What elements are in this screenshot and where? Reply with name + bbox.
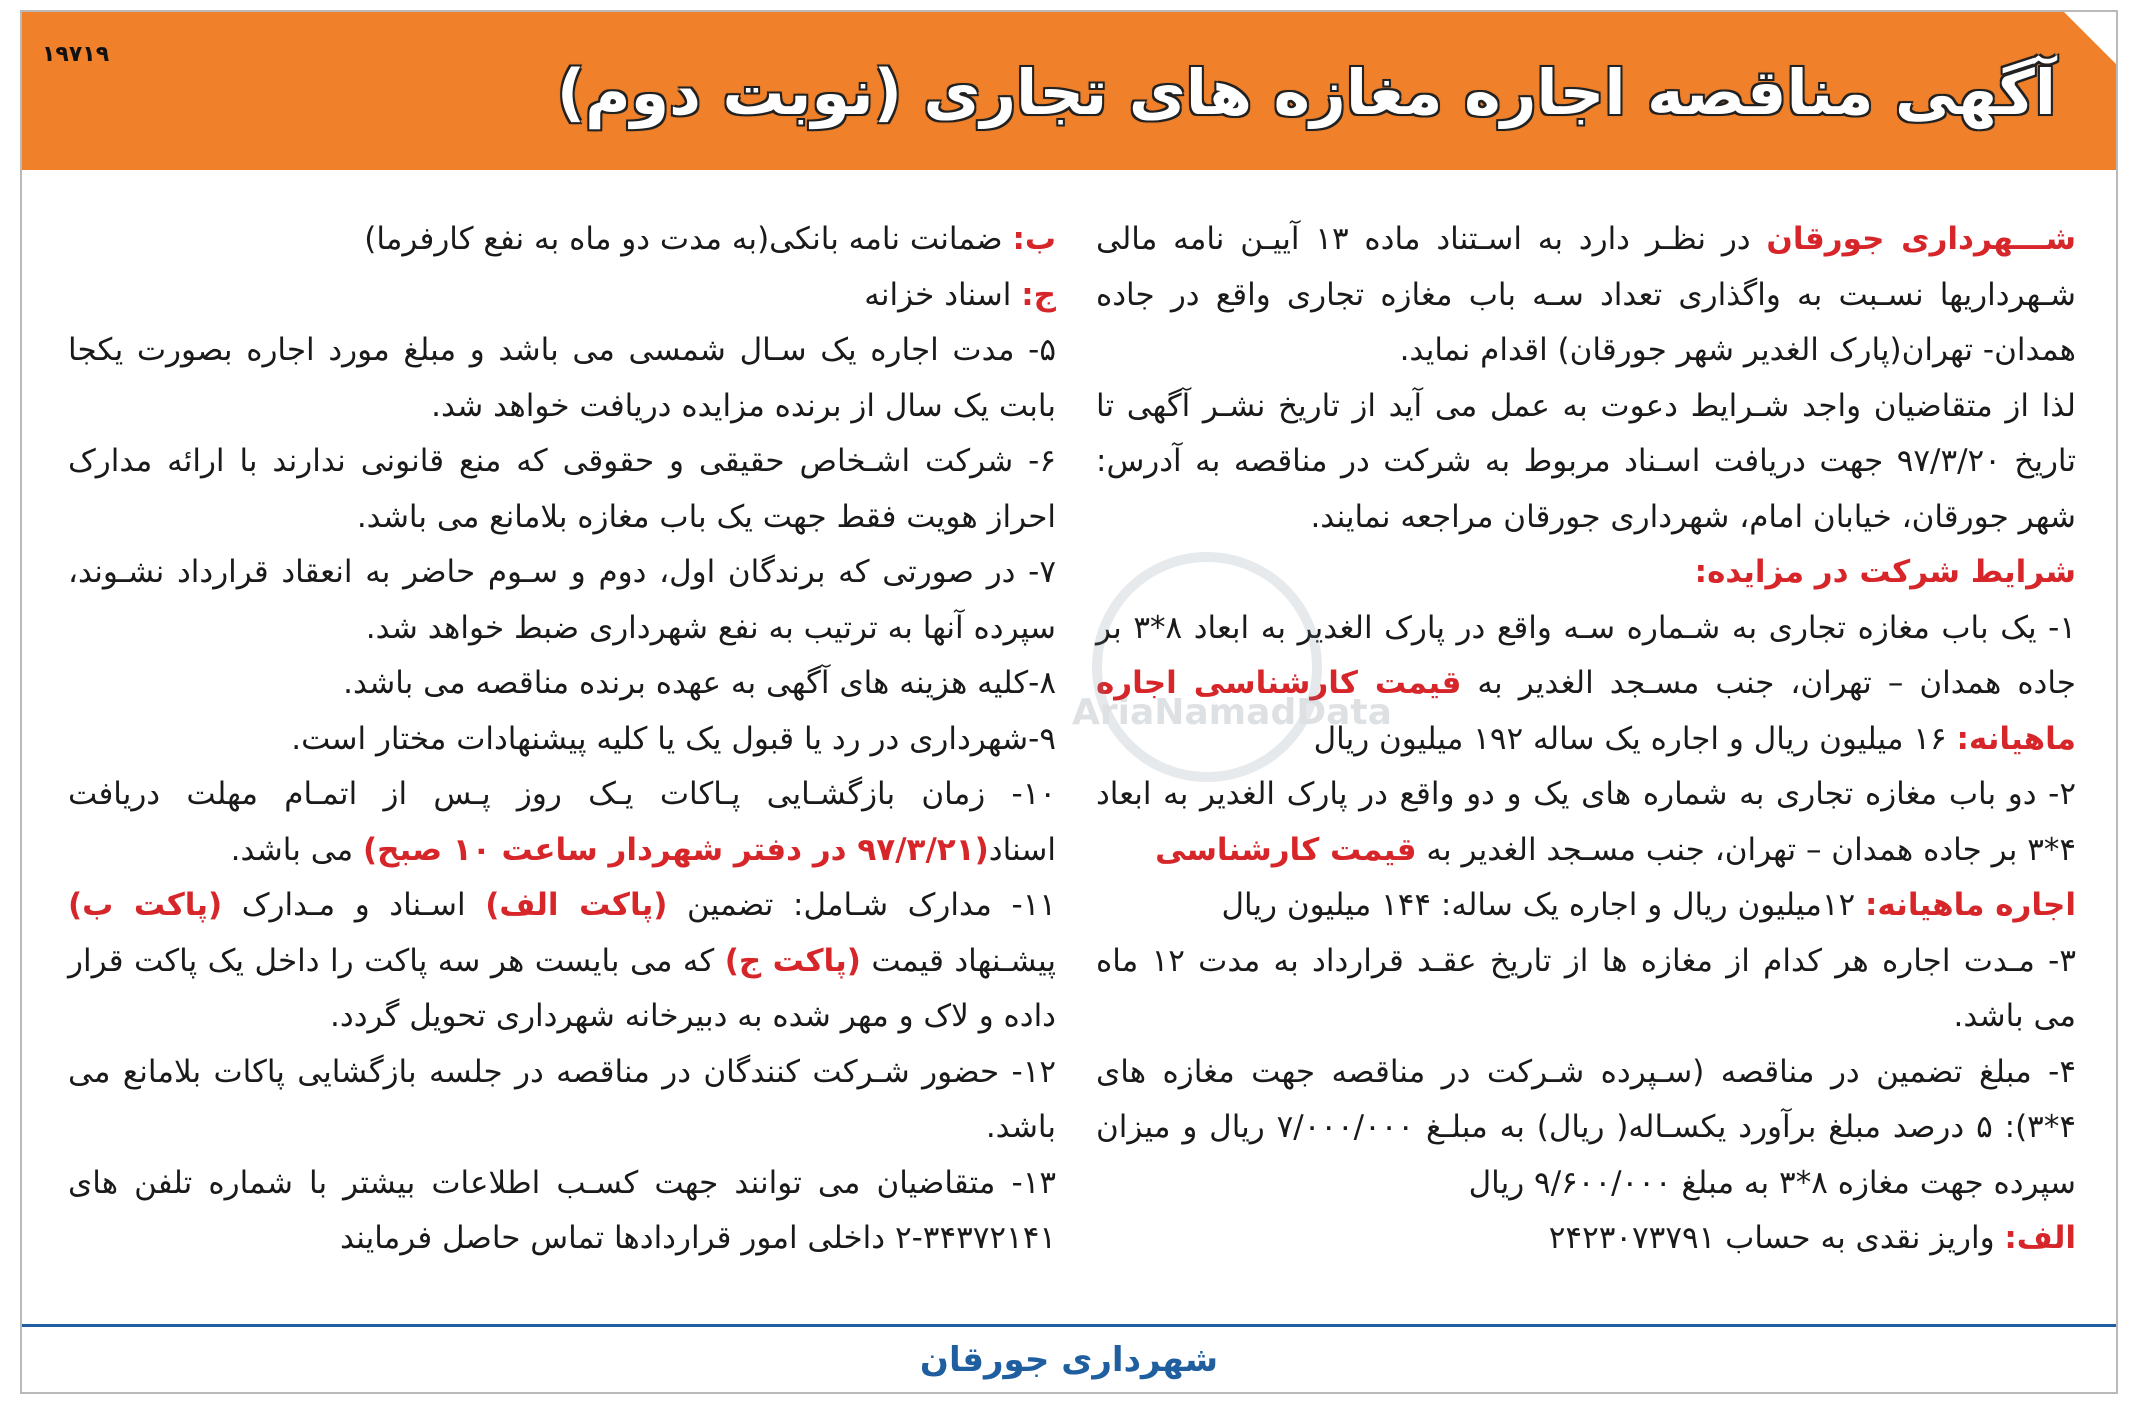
item-be bbox=[68, 212, 1056, 268]
item-jim bbox=[68, 268, 1056, 324]
item-4: ۴- مبلغ تضمین در مناقصه (سـپرده شـرکت در مناقصه جهت مغازه های ۴*۳): ۵ درصد مبلغ برآورد یکسـاله( ریال) به مبلـغ ۷/۰۰۰/۰۰۰ ریال و میزان سپرده جهت مغازه ۸*۳ به مبلغ ۹/۶۰۰/۰۰۰ ریال bbox=[1096, 1053, 2076, 1201]
alef-label: الف: bbox=[2004, 1220, 2076, 1256]
invite-paragraph: لذا از متقاضیان واجد شـرایط دعوت به عمل می آید از تاریخ نشـر آگهی تا تاریخ ۹۷/۳/۲۰ جهت دریافت اسـناد مربوط به شرکت در مناقصه به آدرس: شهر جورقان، خیابان امام، شهرداری جورقان مراجعه نمایند. bbox=[1096, 387, 2076, 535]
item-12: ۱۲- حضور شـرکت کنندگان در مناقصه در جلسه بازگشایی پاکات بلامانع می باشد. bbox=[68, 1053, 1056, 1145]
alef-text: واریز نقدی به حساب ۲۴۲۳۰۷۳۷۹۱ bbox=[1548, 1220, 2005, 1256]
item-11-part-b: اسـناد و مـدارک bbox=[222, 887, 486, 923]
advertisement-page bbox=[20, 10, 2118, 1394]
jim-label: ج: bbox=[1021, 276, 1056, 313]
intro-paragraph bbox=[1096, 212, 2076, 379]
footer-divider bbox=[22, 1324, 2116, 1327]
item-5: ۵- مدت اجاره یک سـال شمسی می باشد و مبلغ مورد اجاره بصورت یکجا بابت یک سال از برنده مزایده دریافت خواهد شد. bbox=[68, 332, 1056, 424]
be-label: ب: bbox=[1012, 221, 1056, 257]
conditions-heading: شرایط شرکت در مزایده: bbox=[1694, 554, 2076, 590]
header-corner-notch bbox=[2064, 12, 2116, 64]
item-1 bbox=[1096, 601, 2076, 768]
item-13: ۱۳- متقاضیان می توانند جهت کسـب اطلاعات بیشتر با شماره تلفن های ۳۴۳۷۲۱۴۱-۲ داخلی امور قراردادها تماس حاصل فرمایند bbox=[68, 1164, 1056, 1256]
packet-jim: (پاکت ج) bbox=[724, 942, 861, 979]
item-11-part-a: ۱۱- مدارک شـامل: تضمین bbox=[667, 887, 1056, 923]
item-2 bbox=[1096, 767, 2076, 934]
item-6: ۶- شرکت اشـخاص حقیقی و حقوقی که منع قانونی ندارند با ارائه مدارک احراز هویت فقط جهت یک باب مغازه بلامانع می باشد. bbox=[68, 443, 1056, 535]
item-10-highlight: (۹۷/۳/۲۱ در دفتر شهردار ساعت ۱۰ صبح) bbox=[363, 831, 989, 868]
packet-alef: (پاکت الف) bbox=[485, 887, 668, 923]
jim-text: اسناد خزانه bbox=[864, 276, 1022, 313]
ad-number: ۱۹۷۱۹ bbox=[42, 42, 110, 67]
item-1-text: ۱- یک باب مغازه تجاری به شـماره سـه واقع در پارک الغدیر به ابعاد ۸*۳ بر جاده همدان – تهران، جنب مسـجد الغدیر به bbox=[1096, 609, 2077, 701]
item-alef bbox=[1096, 1211, 2076, 1267]
item-1-monthly-label: ماهیانه: bbox=[1956, 720, 2076, 757]
packet-be: (پاکت ب) bbox=[68, 887, 223, 923]
item-3: ۳- مـدت اجاره هر کدام از مغازه ها از تاریخ عقـد قرارداد به مدت ۱۲ ماه می باشد. bbox=[1096, 942, 2076, 1034]
watermark-text: AriaNamadData bbox=[1072, 692, 1392, 733]
item-10-end: می باشد. bbox=[230, 831, 363, 868]
item-11 bbox=[68, 878, 1056, 1045]
item-2-monthly-label: اجاره ماهیانه: bbox=[1864, 887, 2076, 923]
header-banner bbox=[22, 12, 2116, 170]
left-column bbox=[68, 212, 1056, 1267]
footer-org-name: شهرداری جورقان bbox=[919, 1340, 1219, 1380]
item-2-text: ۲- دو باب مغازه تجاری به شماره های یک و دو واقع در پارک الغدیر به ابعاد ۴*۳ بر جاده همدان – تهران، جنب مسـجد الغدیر به bbox=[1096, 776, 2076, 868]
intro-text: در نظـر دارد به اسـتناد ماده ۱۳ آییـن نامه مالی شـهرداریها نسـبت به واگذاری تعداد سـه باب مغازه تجاری واقع در جاده همدان- تهران(پارک الغدیر شهر جورقان) اقدام نماید. bbox=[1096, 221, 2076, 368]
item-1-highlight: قیمت کارشناسی اجاره bbox=[1096, 665, 1462, 701]
right-column bbox=[1096, 212, 2076, 1267]
item-8: ۸-کلیه هزینه های آگهی به عهده برنده مناقصه می باشد. bbox=[343, 665, 1056, 701]
ad-title: آگهی مناقصه اجاره مغازه های تجاری (نوبت دوم) bbox=[556, 56, 2056, 129]
item-7: ۷- در صورتی که برندگان اول، دوم و سـوم حاضر به انعقاد قرارداد نشـوند، سپرده آنها به ترتیب به نفع شهرداری ضبط خواهد شد. bbox=[68, 554, 1056, 646]
item-2-highlight: قیمت کارشناسی bbox=[1155, 831, 1417, 868]
item-11-part-c: پیشـنهاد قیمت bbox=[860, 942, 1056, 979]
item-2-monthly-text: ۱۲میلیون ریال و اجاره یک ساله: ۱۴۴ میلیون ریال bbox=[1221, 887, 1865, 923]
intro-org-name: شـــهرداری جورقان bbox=[1766, 221, 2076, 257]
item-11-part-d: که می بایست هر سه پاکت را داخل یک پاکت قرار داده و لاک و مهر شده به دبیرخانه شهرداری تحویل گردد. bbox=[68, 942, 1056, 1034]
be-text: ضمانت نامه بانکی(به مدت دو ماه به نفع کارفرما) bbox=[364, 221, 1013, 257]
item-9: ۹-شهرداری در رد یا قبول یک یا کلیه پیشنهادات مختار است. bbox=[291, 720, 1056, 757]
item-10-text: ۱۰- زمان بازگشـایی پـاکات یـک روز پـس از اتمـام مهلت دریافت اسناد bbox=[68, 776, 1056, 868]
item-10 bbox=[68, 767, 1056, 878]
item-1-monthly-text: ۱۶ میلیون ریال و اجاره یک ساله ۱۹۲ میلیون ریال bbox=[1313, 720, 1957, 757]
